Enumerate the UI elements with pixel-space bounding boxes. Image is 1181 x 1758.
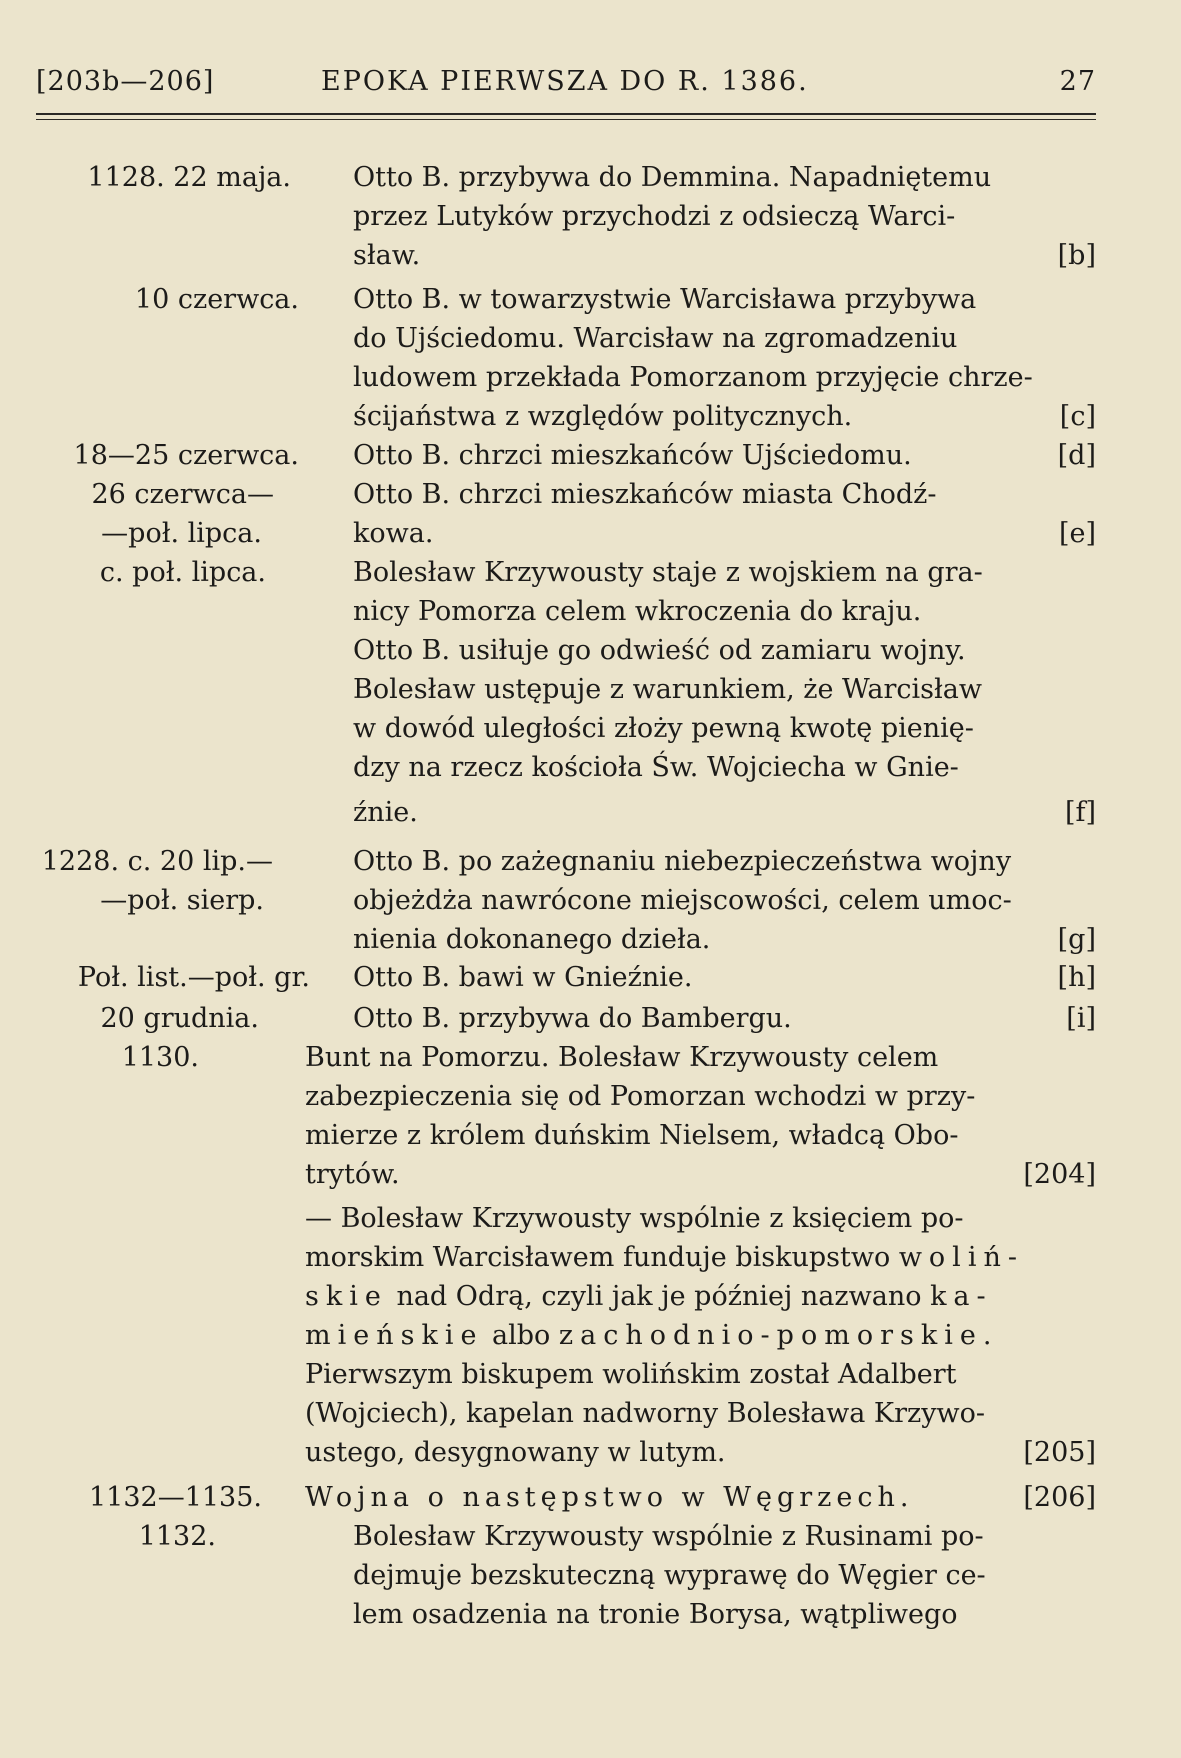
text-line <box>305 1278 993 1316</box>
text-line: Otto B. po zażegnaniu niebezpieczeństwa wojny <box>353 846 1012 877</box>
footnote-ref: [f] <box>1064 797 1096 828</box>
text-line: przez Lutyków przychodzi z odsieczą Warci- <box>353 201 956 232</box>
footnote-ref: [b] <box>1057 240 1096 271</box>
entry-date: 1132—1135. <box>88 1482 262 1513</box>
text-line: lem osadzenia na tronie Borysa, wątpliwego <box>353 1599 958 1630</box>
spaced-term: zachodnio-pomorskie. <box>558 1320 999 1351</box>
footnote-ref: [e] <box>1058 518 1096 549</box>
footnote-ref: [206] <box>1023 1482 1096 1513</box>
text-line: źnie. <box>353 797 418 828</box>
text-line <box>305 1317 998 1355</box>
entry-date: 1130. <box>121 1042 199 1073</box>
entry-date: —poł. sierp. <box>100 885 264 916</box>
text-line: nienia dokonanego dzieła. <box>353 924 711 955</box>
entry-date: 1132. <box>138 1521 216 1552</box>
running-title: EPOKA PIERWSZA DO R. 1386. <box>321 66 809 97</box>
spaced-term: skie <box>305 1281 388 1312</box>
spaced-term: ka- <box>930 1281 993 1312</box>
text-line: (Wojciech), kapelan nadworny Bolesława Krzywo- <box>305 1398 985 1429</box>
footnote-ref: [c] <box>1059 401 1096 432</box>
text-line: w dowód uległości złoży pewną kwotę pienię- <box>353 713 974 744</box>
text-line <box>305 1239 1024 1277</box>
entry-date: —poł. lipca. <box>101 518 262 549</box>
text-line: Otto B. przybywa do Demmina. Napadniętemu <box>353 162 992 193</box>
section-range: [203b—206] <box>36 66 215 97</box>
entry-date: 20 grudnia. <box>100 1003 259 1034</box>
footnote-ref: [g] <box>1057 924 1096 955</box>
entry-date: c. poł. lipca. <box>99 557 266 588</box>
spaced-term: mieńskie <box>305 1320 484 1351</box>
footnote-ref: [204] <box>1023 1159 1096 1190</box>
footnote-ref: [205] <box>1023 1437 1096 1468</box>
text-line: Otto B. chrzci mieszkańców Ujściedomu. <box>353 440 912 471</box>
text-fragment: albo <box>492 1320 551 1351</box>
text-line: nicy Pomorza celem wkroczenia do kraju. <box>353 596 922 627</box>
footnote-ref: [d] <box>1057 440 1096 471</box>
text-line: ludowem przekłada Pomorzanom przyjęcie chrze- <box>353 362 1033 393</box>
page-number: 27 <box>1059 66 1096 97</box>
text-line: Otto B. usiłuje go odwieść od zamiaru wojny. <box>353 635 966 666</box>
text-line: ścijaństwa z względów politycznych. <box>353 401 853 432</box>
text-line: Otto B. chrzci mieszkańców miasta Chodź- <box>353 479 937 510</box>
entry-date: 10 czerwca. <box>134 284 299 315</box>
text-line: Bolesław Krzywousty wspólnie z Rusinami po- <box>353 1521 984 1552</box>
text-line: do Ujściedomu. Warcisław na zgromadzeniu <box>353 323 958 354</box>
text-line: Bolesław Krzywousty staje z wojskiem na gra- <box>353 557 983 588</box>
text-line: sław. <box>353 240 421 271</box>
entry-date: Poł. list.—poł. gr. <box>77 962 310 993</box>
text-line: objeżdża nawrócone miejscowości, celem umoc- <box>353 885 1012 916</box>
text-line: — Bolesław Krzywousty wspólnie z księciem po- <box>305 1203 964 1234</box>
entry-date: 1128. 22 maja. <box>87 162 291 193</box>
text-line: mierze z królem duńskim Nielsem, władcą Obo- <box>305 1120 959 1151</box>
text-line: Otto B. bawi w Gnieźnie. <box>353 962 693 993</box>
footnote-ref: [h] <box>1057 962 1096 993</box>
text-line: Pierwszym biskupem wolińskim został Adalbert <box>305 1359 957 1390</box>
text-line: Bolesław ustępuje z warunkiem, że Warcisław <box>353 674 983 705</box>
header-rule-thick <box>36 113 1096 115</box>
spaced-term: woliń- <box>898 1242 1024 1273</box>
entry-date: 26 czerwca— <box>91 479 274 510</box>
text-line: dzy na rzecz kościoła Św. Wojciecha w Gnie- <box>353 752 959 783</box>
text-line: ustego, desygnowany w lutym. <box>305 1437 726 1468</box>
text-line: trytów. <box>305 1159 400 1190</box>
text-line: Bunt na Pomorzu. Bolesław Krzywousty celem <box>305 1042 939 1073</box>
text-line: Otto B. przybywa do Bambergu. <box>353 1003 792 1034</box>
footnote-ref: [i] <box>1066 1003 1096 1034</box>
text-fragment: nad Odrą, czyli jak je później nazwano <box>396 1281 922 1312</box>
entry-date: 18—25 czerwca. <box>73 440 299 471</box>
text-line: zabezpieczenia się od Pomorzan wchodzi w przy- <box>305 1081 976 1112</box>
text-line: dejmuje bezskuteczną wyprawę do Węgier ce- <box>353 1560 986 1591</box>
running-header <box>36 66 1096 106</box>
entry-date: 1228. c. 20 lip.— <box>41 846 273 877</box>
text-line: Otto B. w towarzystwie Warcisława przybywa <box>353 284 977 315</box>
text-line: Wojna o następstwo w Węgrzech. <box>305 1482 914 1513</box>
text-line: kowa. <box>353 518 434 549</box>
text-fragment: morskim Warcisławem funduje biskupstwo <box>305 1242 891 1273</box>
header-rule-thin <box>36 119 1096 120</box>
